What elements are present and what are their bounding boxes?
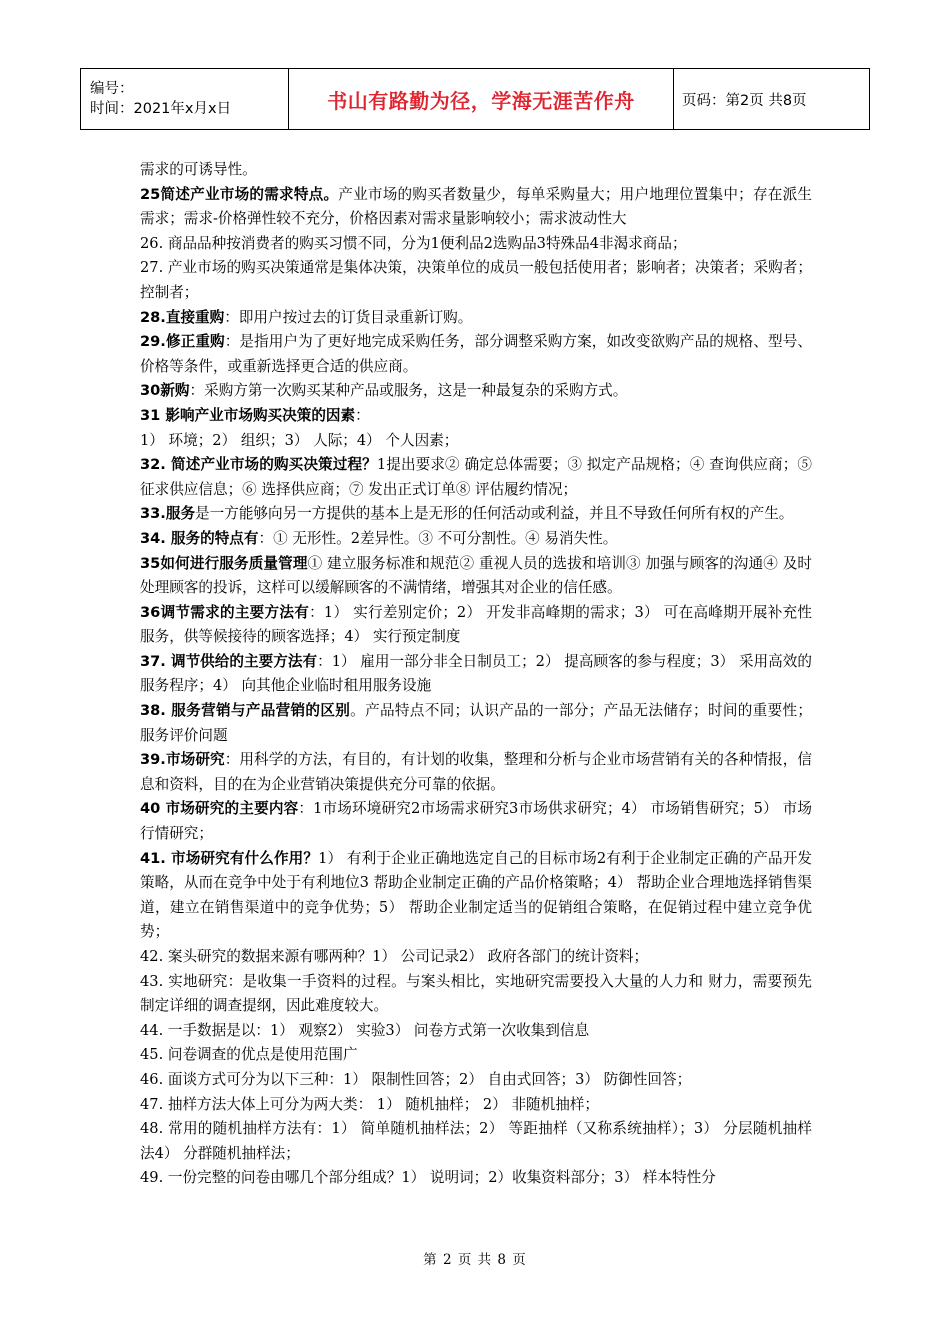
paragraph bbox=[140, 1117, 812, 1166]
paragraph-heading: 29.修正重购 bbox=[140, 333, 225, 351]
paragraph-heading: 32. 简述产业市场的购买决策过程？ bbox=[140, 456, 377, 474]
paragraph-text: ：即用户按过去的订货目录重新订购。 bbox=[224, 308, 473, 326]
paragraph bbox=[140, 847, 812, 945]
paragraph-text: 43. 实地研究：是收集一手资料的过程。与案头相比，实地研究需要投入大量的人力和 财力，需要预先制定详细的调查提纲，因此难度较大。 bbox=[140, 972, 812, 1015]
paragraph bbox=[140, 945, 812, 970]
paragraph bbox=[140, 1068, 812, 1093]
paragraph-text: ：用科学的方法，有目的，有计划的收集，整理和分析与企业市场营销有关的各种情报，信息和资料，目的在为企业营销决策提供充分可靠的依据。 bbox=[140, 751, 812, 793]
document-date: 时间：2021年x月x日 bbox=[90, 101, 232, 117]
paragraph bbox=[140, 527, 812, 552]
paragraph bbox=[140, 158, 812, 183]
document-body bbox=[140, 158, 812, 1191]
paragraph bbox=[140, 748, 812, 797]
paragraph-text: 48. 常用的随机抽样方法有：1） 简单随机抽样法；2） 等距抽样（又称系统抽样）；3） 分层随机抽样法4） 分群随机抽样法； bbox=[140, 1120, 812, 1162]
paragraph-heading: 39.市场研究 bbox=[140, 751, 225, 769]
paragraph-text: 1） 有利于企业正确地选定自己的目标市场2有利于企业制定正确的产品开发策略，从而在竞争中处于有利地位3 帮助企业制定正确的产品价格策略；4） 帮助企业合理地选择销售渠道，建立在销售渠道中的竞争优势；5） 帮助企业制定适当的促销组合策略，在促销过程中建立竞争优势； bbox=[140, 849, 812, 941]
paragraph-heading: 28.直接重购 bbox=[140, 308, 225, 326]
paragraph bbox=[140, 1019, 812, 1044]
paragraph-heading: 35如何进行服务质量管理 bbox=[140, 554, 308, 572]
paragraph bbox=[140, 183, 812, 232]
paragraph bbox=[140, 1093, 812, 1118]
paragraph-text: 需求的可诱导性。 bbox=[140, 161, 257, 178]
paragraph-text: 44. 一手数据是以：1） 观察2） 实验3） 问卷方式第一次收集到信息 bbox=[140, 1021, 590, 1039]
paragraph-text: 46. 面谈方式可分为以下三种：1） 限制性回答；2） 自由式回答；3） 防御性回答； bbox=[140, 1070, 692, 1088]
paragraph-heading: 34. 服务的特点有 bbox=[140, 529, 259, 547]
paragraph-text: ：① 无形性。2差异性。③ 不可分割性。④ 易消失性。 bbox=[258, 529, 618, 547]
paragraph-text: 。产品特点不同；认识产品的一部分；产品无法储存；时间的重要性；服务评价问题 bbox=[140, 702, 812, 744]
paragraph-heading: 40 市场研究的主要内容 bbox=[140, 800, 299, 818]
paragraph bbox=[140, 379, 812, 404]
paragraph bbox=[140, 699, 812, 748]
paragraph bbox=[140, 601, 812, 650]
paragraph bbox=[140, 256, 812, 305]
paragraph-heading: 41. 市场研究有什么作用？ bbox=[140, 849, 319, 867]
page-footer: 第 2 页 共 8 页 bbox=[423, 1252, 527, 1268]
paragraph-text: ：是指用户为了更好地完成采购任务，部分调整采购方案，如改变欲购产品的规格、型号、价格等条件，或重新选择更合适的供应商。 bbox=[140, 333, 812, 375]
paragraph-text: 42. 案头研究的数据来源有哪两种？1） 公司记录2） 政府各部门的统计资料； bbox=[140, 948, 649, 965]
paragraph bbox=[140, 330, 812, 379]
paragraph-heading: 36调节需求的主要方法有 bbox=[140, 603, 310, 621]
paragraph-text: 47. 抽样方法大体上可分为两大类： 1） 随机抽样； 2） 非随机抽样； bbox=[140, 1095, 600, 1113]
paragraph bbox=[140, 404, 812, 429]
paragraph-heading: 37. 调节供给的主要方法有 bbox=[140, 652, 318, 670]
paragraph-text: 27. 产业市场的购买决策通常是集体决策，决策单位的成员一般包括使用者；影响者；决策者；采购者；控制者； bbox=[140, 259, 812, 301]
paragraph bbox=[140, 453, 812, 502]
page-header bbox=[80, 68, 870, 130]
paragraph-text: ① 建立服务标准和规范② 重视人员的选拔和培训③ 加强与顾客的沟通④ 及时处理顾客的投诉，这样可以缓解顾客的不满情绪，增强其对企业的信任感。 bbox=[140, 554, 812, 597]
document-number: 编号： bbox=[90, 81, 134, 97]
paragraph-text: ：1） 雇用一部分非全日制员工；2） 提高顾客的参与程度；3） 采用高效的服务程序；4） 向其他企业临时租用服务设施 bbox=[140, 652, 812, 695]
paragraph-heading: 38. 服务营销与产品营销的区别 bbox=[140, 702, 351, 720]
paragraph bbox=[140, 650, 812, 699]
paragraph-text: ： bbox=[355, 406, 370, 424]
paragraph-heading: 33.服务 bbox=[140, 505, 196, 523]
header-meta bbox=[81, 69, 289, 130]
paragraph bbox=[140, 797, 812, 846]
header-page-info: 页码：第2页 共8页 bbox=[674, 69, 870, 130]
paragraph-text: ：采购方第一次购买某种产品或服务，这是一种最复杂的采购方式。 bbox=[189, 382, 628, 400]
paragraph-heading: 25简述产业市场的需求特点。 bbox=[140, 185, 339, 203]
paragraph bbox=[140, 1043, 812, 1068]
paragraph bbox=[140, 232, 812, 257]
paragraph bbox=[140, 1166, 812, 1191]
paragraph-heading: 31 影响产业市场购买决策的因素 bbox=[140, 406, 356, 424]
paragraph-text: 产业市场的购买者数量少，每单采购量大；用户地理位置集中；存在派生需求；需求-价格弹性较不充分，价格因素对需求量影响较小；需求波动性大 bbox=[140, 185, 812, 228]
paragraph-text: 49. 一份完整的问卷由哪几个部分组成？1） 说明词；2）收集资料部分；3） 样本特性分 bbox=[140, 1169, 716, 1187]
paragraph bbox=[140, 970, 812, 1019]
paragraph bbox=[140, 429, 812, 454]
paragraph-text: 是一方能够向另一方提供的基本上是无形的任何活动或利益，并且不导致任何所有权的产生。 bbox=[195, 505, 794, 523]
paragraph-text: 1提出要求② 确定总体需要；③ 拟定产品规格；④ 查询供应商；⑤ 征求供应信息；⑥ 选择供应商；⑦ 发出正式订单⑧ 评估履约情况； bbox=[140, 456, 812, 498]
paragraph-text: 26. 商品品种按消费者的购买习惯不同，分为1便利品2选购品3特殊品4非渴求商品； bbox=[140, 234, 687, 252]
paragraph bbox=[140, 306, 812, 331]
paragraph-text: 1） 环境；2） 组织；3） 人际；4） 个人因素； bbox=[140, 431, 459, 449]
paragraph bbox=[140, 552, 812, 601]
header-motto: 书山有路勤为径，学海无涯苦作舟 bbox=[289, 69, 674, 130]
paragraph-text: 45. 问卷调查的优点是使用范围广 bbox=[140, 1046, 358, 1064]
paragraph bbox=[140, 502, 812, 527]
paragraph-text: ：1市场环境研究2市场需求研究3市场供求研究；4） 市场销售研究；5） 市场行情研究； bbox=[140, 800, 812, 843]
paragraph-heading: 30新购 bbox=[140, 382, 190, 400]
paragraph-text: ：1） 实行差别定价；2） 开发非高峰期的需求；3） 可在高峰期开展补充性服务，供等候接待的顾客选择；4） 实行预定制度 bbox=[140, 603, 812, 646]
